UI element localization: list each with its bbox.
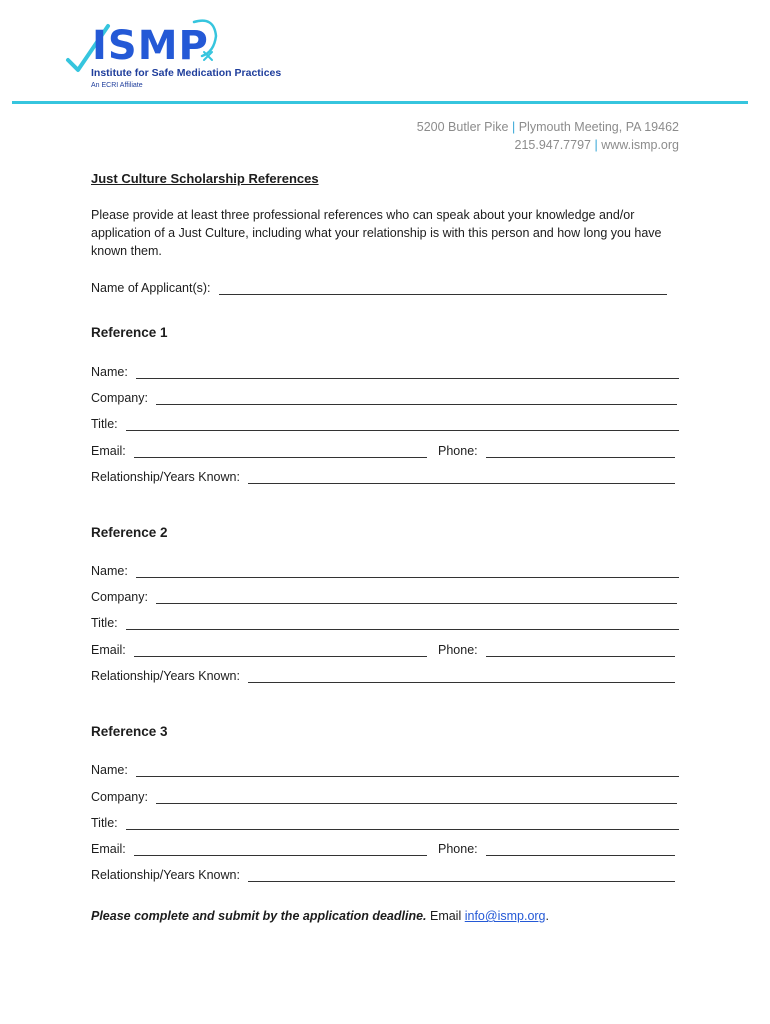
phone-label: Phone: <box>438 643 478 657</box>
name-label: Name: <box>91 763 128 777</box>
reference-title-row <box>91 612 679 630</box>
address-street: 5200 Butler Pike <box>416 120 509 134</box>
relationship-input-line[interactable] <box>248 868 675 882</box>
intro-paragraph: Please provide at least three professional references who can speak about your knowledge and/or application of a Just Culture, including what your relationship is with this person and how long you have known them. <box>91 208 662 258</box>
reference-name-row <box>91 560 679 578</box>
reference-phone-row <box>438 440 675 458</box>
email-input-line[interactable] <box>134 444 427 458</box>
reference-phone-row <box>438 639 675 657</box>
email-prefix: Email <box>429 909 462 923</box>
phone-input-line[interactable] <box>486 643 675 657</box>
address-line-1 <box>417 118 679 136</box>
address-block <box>417 118 679 154</box>
email-label: Email: <box>91 842 126 856</box>
address-separator: | <box>511 120 516 134</box>
title-input-line[interactable] <box>126 417 679 431</box>
document-title: Just Culture Scholarship References <box>91 171 319 186</box>
title-label: Title: <box>91 616 118 630</box>
phone-input-line[interactable] <box>486 842 675 856</box>
reference-heading: Reference 2 <box>91 525 168 540</box>
email-label: Email: <box>91 643 126 657</box>
name-input-line[interactable] <box>136 763 679 777</box>
reference-phone-row <box>438 838 675 856</box>
logo-wordmark: ISMP <box>92 23 209 69</box>
relationship-label: Relationship/Years Known: <box>91 669 240 683</box>
address-line-2 <box>417 136 679 154</box>
logo-subtitle: Institute for Safe Medication Practices <box>91 67 282 79</box>
address-phone: 215.947.7797 <box>514 138 591 152</box>
reference-company-row <box>91 786 677 804</box>
reference-company-row <box>91 387 677 405</box>
address-separator-2: | <box>594 138 598 152</box>
company-input-line[interactable] <box>156 590 677 604</box>
submission-note <box>91 909 549 923</box>
company-label: Company: <box>91 790 148 804</box>
title-label: Title: <box>91 417 118 431</box>
company-input-line[interactable] <box>156 790 677 804</box>
email-label: Email: <box>91 444 126 458</box>
logo-affiliate: An ECRI Affiliate <box>91 82 143 89</box>
title-input-line[interactable] <box>126 816 679 830</box>
reference-heading: Reference 3 <box>91 724 168 739</box>
header-rule <box>12 101 748 104</box>
reference-company-row <box>91 586 677 604</box>
reference-name-row <box>91 759 679 777</box>
reference-title-row <box>91 413 679 431</box>
reference-email-row <box>91 838 427 856</box>
name-input-line[interactable] <box>136 564 679 578</box>
applicant-input-line[interactable] <box>219 281 668 295</box>
submission-instruction: Please complete and submit by the application deadline. <box>91 909 427 923</box>
name-input-line[interactable] <box>136 365 679 379</box>
company-label: Company: <box>91 391 148 405</box>
email-input-line[interactable] <box>134 842 427 856</box>
note-end: . <box>545 909 549 923</box>
reference-relationship-row <box>91 665 675 683</box>
contact-email-link[interactable]: info@ismp.org <box>464 909 546 923</box>
applicant-row <box>91 277 667 295</box>
reference-email-row <box>91 440 427 458</box>
address-website[interactable]: www.ismp.org <box>601 138 679 152</box>
title-label: Title: <box>91 816 118 830</box>
reference-heading: Reference 1 <box>91 325 168 340</box>
address-city: Plymouth Meeting, PA 19462 <box>518 120 679 134</box>
phone-label: Phone: <box>438 842 478 856</box>
relationship-label: Relationship/Years Known: <box>91 868 240 882</box>
reference-name-row <box>91 361 679 379</box>
relationship-input-line[interactable] <box>248 669 675 683</box>
phone-input-line[interactable] <box>486 444 675 458</box>
reference-relationship-row <box>91 864 675 882</box>
name-label: Name: <box>91 564 128 578</box>
reference-relationship-row <box>91 466 675 484</box>
email-input-line[interactable] <box>134 643 427 657</box>
reference-title-row <box>91 812 679 830</box>
phone-label: Phone: <box>438 444 478 458</box>
company-input-line[interactable] <box>156 391 677 405</box>
ismp-logo <box>64 12 304 94</box>
relationship-label: Relationship/Years Known: <box>91 470 240 484</box>
reference-email-row <box>91 639 427 657</box>
name-label: Name: <box>91 365 128 379</box>
title-input-line[interactable] <box>126 616 679 630</box>
applicant-label: Name of Applicant(s): <box>91 281 211 295</box>
company-label: Company: <box>91 590 148 604</box>
relationship-input-line[interactable] <box>248 470 675 484</box>
